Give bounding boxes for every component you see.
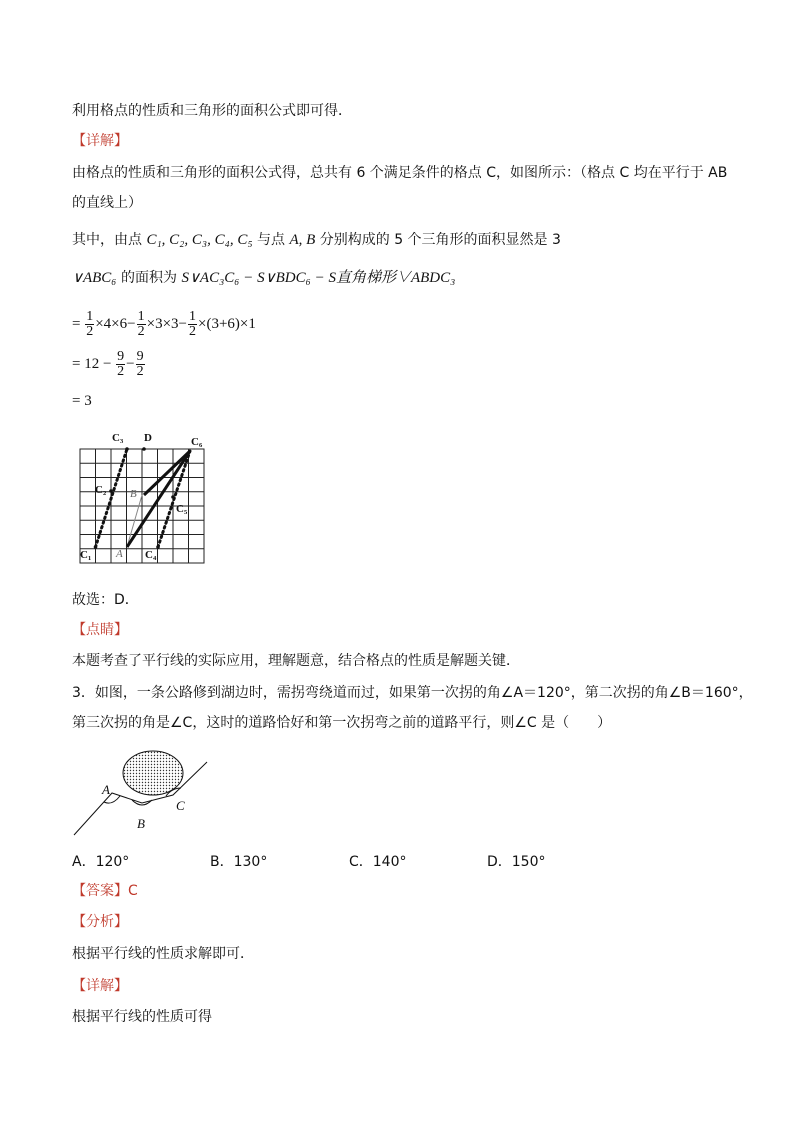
heading-detail-2: 【详解】 — [72, 978, 128, 994]
eq1-term: ×(3+6)×1 — [198, 315, 256, 332]
fraction-den: 2 — [86, 324, 94, 339]
fraction-den: 2 — [189, 324, 196, 339]
label-c5: C₅ — [176, 503, 188, 515]
eq2-term: − — [126, 355, 135, 372]
heading-detail: 【详解】 — [72, 133, 128, 149]
road-figure — [72, 748, 217, 840]
text-detail-2: 的直线上） — [72, 195, 142, 211]
label-b: B — [130, 488, 137, 500]
eq1-term: ×4×6− — [95, 315, 136, 332]
question-3-line-2: 第三次拐的角是∠C，这时的道路恰好和第一次拐弯之前的道路平行，则∠C 是（ ） — [72, 715, 612, 731]
text-analysis: 根据平行线的性质求解即可． — [72, 946, 254, 962]
triangle-abc6: ∨ABC₆ — [72, 270, 117, 286]
label-c4: C₄ — [145, 549, 157, 561]
lake-ellipse — [123, 751, 183, 795]
option-b: B．130° — [210, 854, 268, 870]
text-detail-3 — [72, 230, 561, 250]
segment-ab — [127, 495, 142, 547]
point-c3 — [125, 447, 129, 451]
label-c2: C₂ — [95, 484, 107, 496]
point-d — [142, 447, 146, 451]
fraction — [85, 310, 94, 339]
text-choose: 故选：D． — [72, 592, 139, 608]
text-detail-1: 由格点的性质和三角形的面积公式得，总共有 6 个满足条件的格点 C，如图所示：（格点 C 均在平行于 AB — [72, 165, 728, 181]
equation-line-3: = 3 — [72, 393, 92, 409]
question-3-line-1: 3．如图，一条公路修到湖边时，需拐弯绕道而过，如果第一次拐的角∠A＝120°，第二次拐的角∠B＝160°， — [72, 685, 753, 701]
option-a: A．120° — [72, 854, 130, 870]
text-comment: 本题考查了平行线的实际应用，理解题意，结合格点的性质是解题关键． — [72, 653, 520, 669]
text-detail-3a: 其中，由点 — [72, 232, 142, 248]
fraction-den: 2 — [137, 324, 145, 339]
equation-line-2 — [72, 350, 146, 379]
text-hint: 利用格点的性质和三角形的面积公式即可得． — [72, 103, 352, 119]
option-c: C．140° — [349, 854, 407, 870]
label-c1: C₁ — [80, 549, 92, 561]
label-a: A — [116, 548, 123, 560]
heading-comment: 【点睛】 — [72, 622, 128, 638]
point-c5 — [171, 495, 175, 499]
heading-answer: 【答案】C — [72, 883, 138, 899]
grid-figure — [72, 425, 222, 570]
road-label-a: A — [102, 782, 110, 797]
text-detail-3b: 与点 — [257, 232, 286, 248]
label-c6: C₆ — [191, 436, 203, 448]
fraction-den: 2 — [136, 364, 144, 379]
area-expression: S∨AC₃C₆ − S∨BDC₆ − S直角梯形∨ABDC₃ — [181, 270, 456, 286]
label-c3: C₃ — [112, 432, 124, 444]
option-d: D．150° — [487, 854, 546, 870]
fraction — [188, 310, 197, 339]
fraction-num: 9 — [117, 349, 125, 364]
point-c4 — [156, 545, 160, 549]
heading-analysis: 【分析】 — [72, 914, 128, 930]
eq1-term: ×3×3− — [146, 315, 187, 332]
text-area-label: 的面积为 — [120, 270, 177, 286]
fraction — [137, 310, 146, 339]
fraction-num: 1 — [189, 309, 196, 324]
fraction — [116, 350, 125, 379]
text-final: 根据平行线的性质可得 — [72, 1009, 212, 1025]
equation-line-1 — [72, 310, 256, 339]
label-d: D — [144, 432, 152, 444]
fraction-num: 9 — [136, 349, 144, 364]
fraction-num: 1 — [137, 309, 145, 324]
road-label-c: C — [176, 798, 185, 813]
road-label-b: B — [137, 816, 145, 831]
point-c2 — [109, 489, 113, 493]
points-ab: A, B — [289, 232, 316, 248]
eq2-lead: = 12 − — [72, 355, 112, 372]
fraction — [136, 350, 145, 379]
fraction-num: 1 — [86, 309, 94, 324]
point-c1 — [94, 545, 98, 549]
points-c1-c5: C₁, C₂, C₃, C₄, C₅ — [146, 232, 253, 248]
fraction-den: 2 — [117, 364, 125, 379]
text-detail-3c: 分别构成的 5 个三角形的面积显然是 3 — [319, 232, 561, 248]
text-area-formula — [72, 268, 455, 288]
eq1-lead: = — [72, 315, 81, 332]
